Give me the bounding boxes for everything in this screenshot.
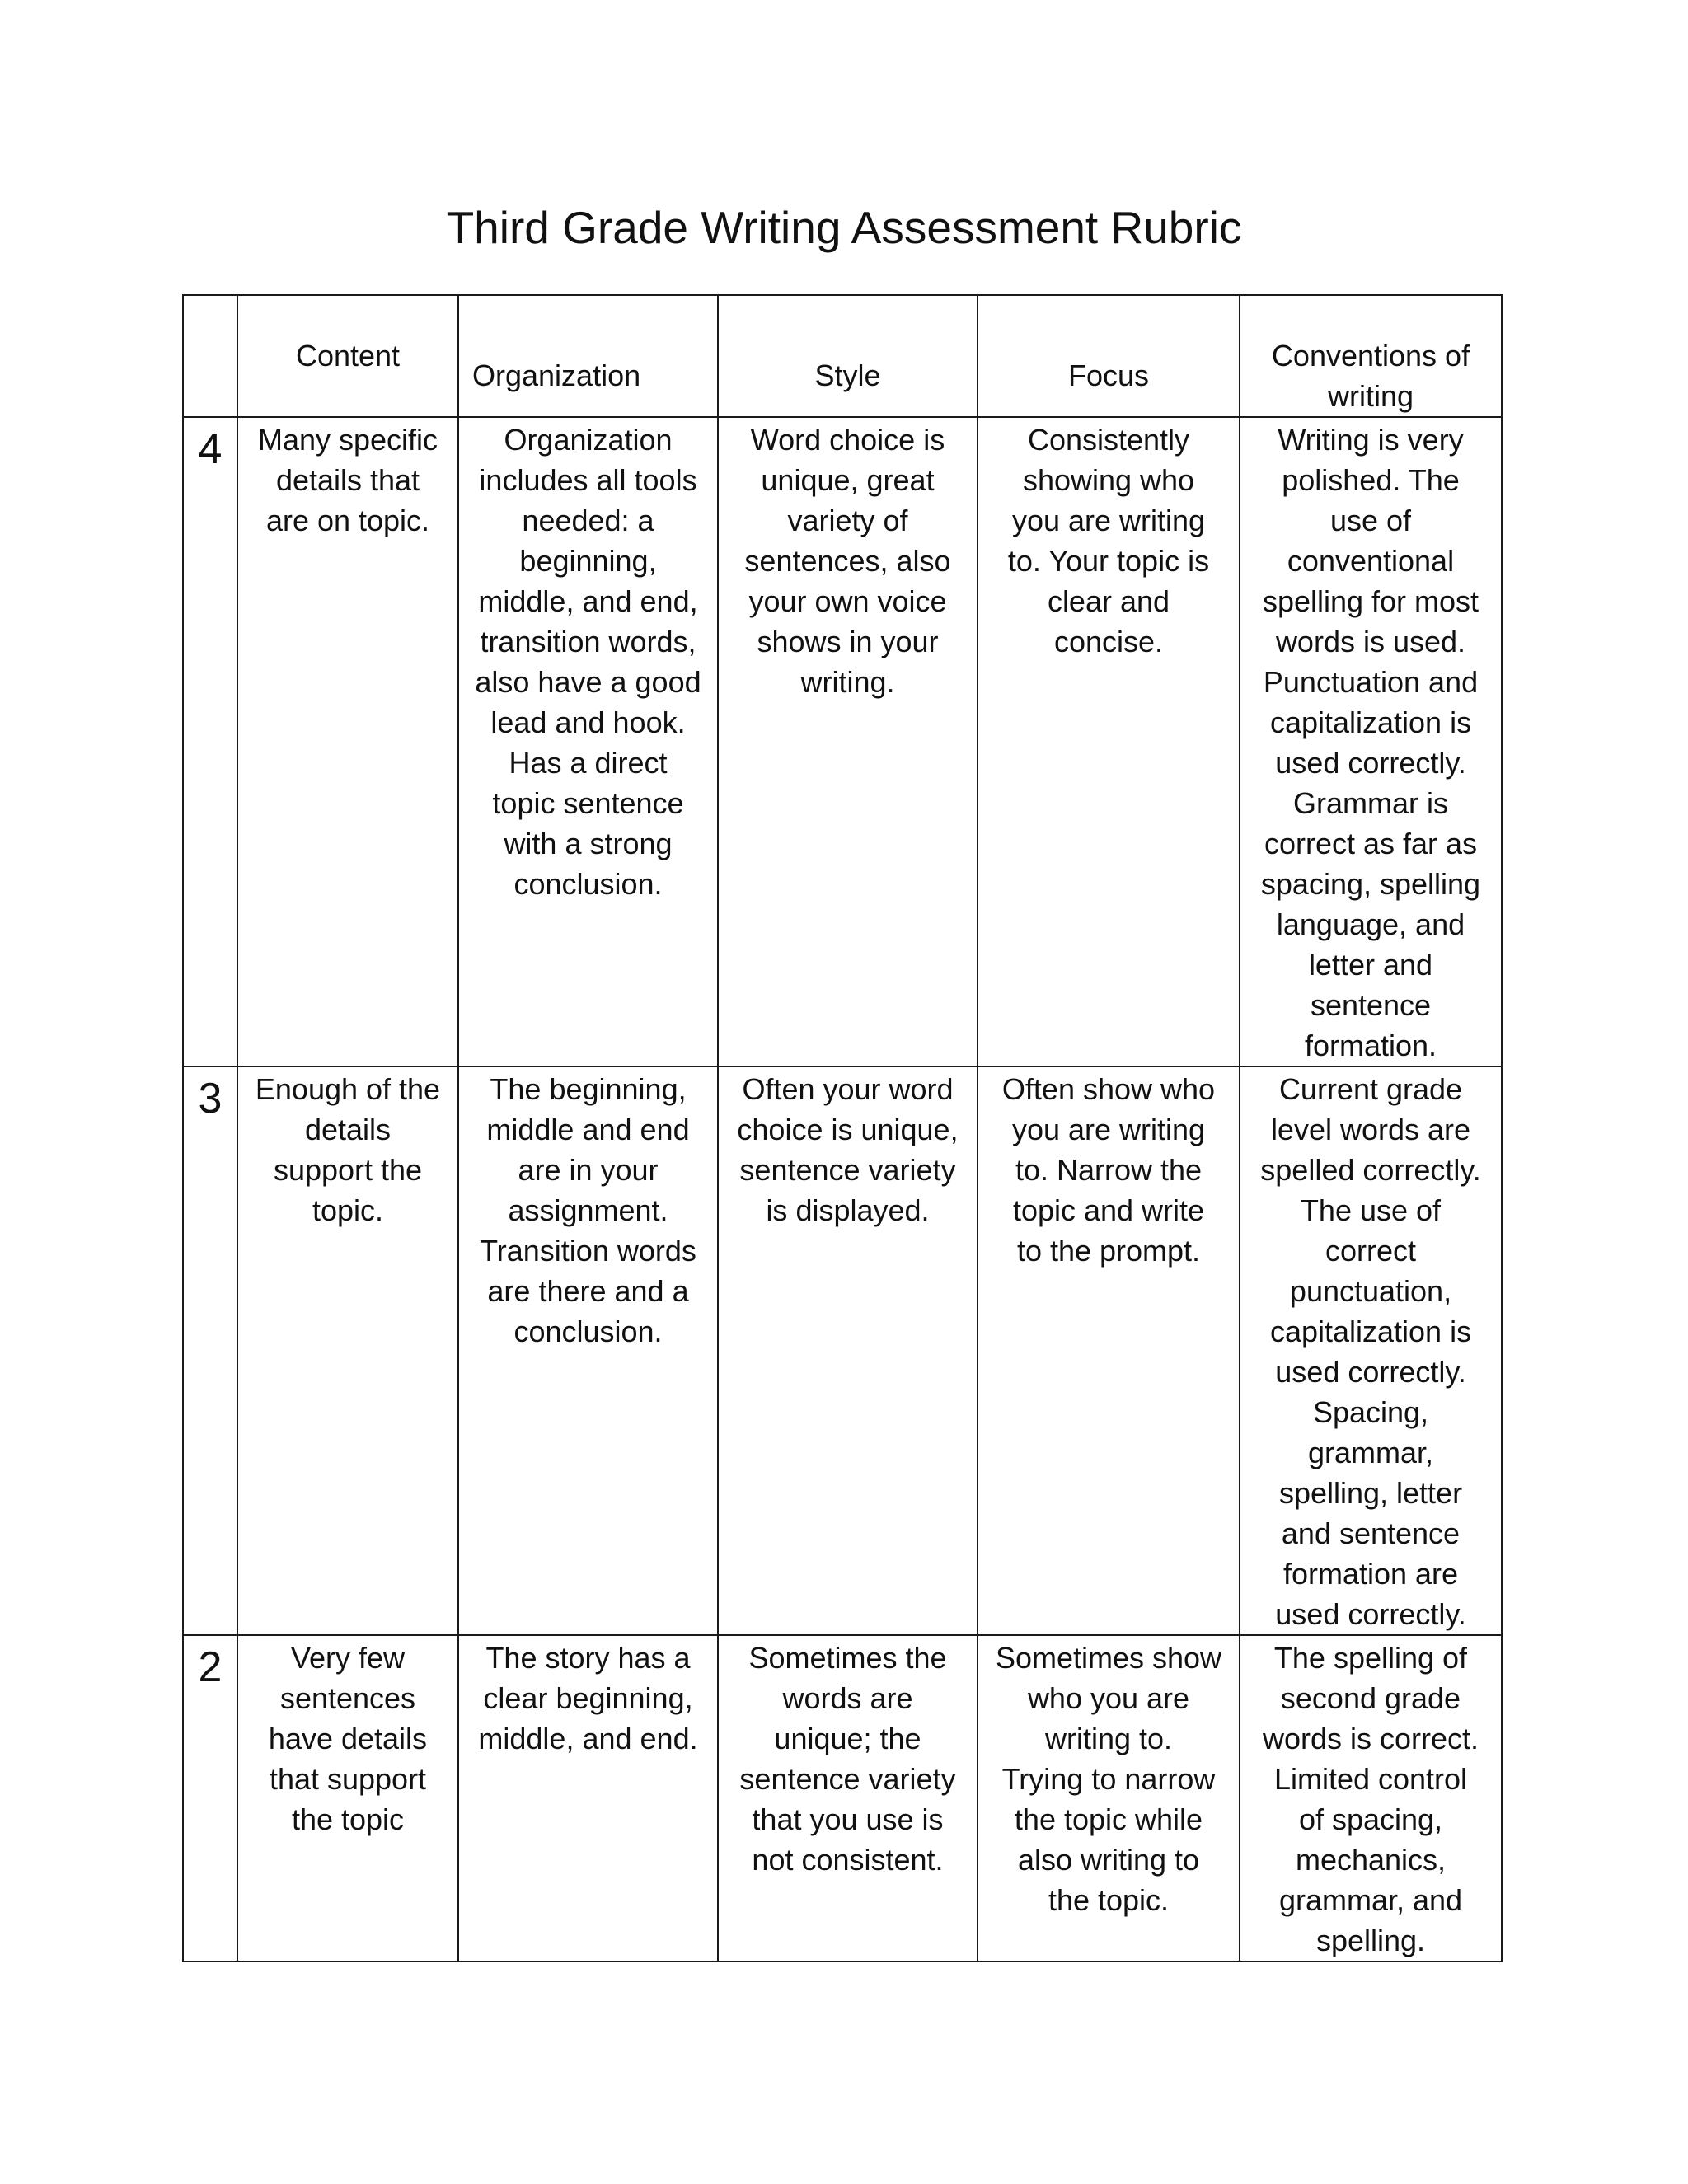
score-2: 2	[198, 1643, 223, 1691]
style-cell: Word choice is unique, great variety of sentences, also your own voice shows in your writing.	[718, 417, 978, 1066]
content-cell: Many specific details that are on topic.	[237, 417, 458, 1066]
header-style: Style	[718, 295, 978, 417]
table-row	[183, 1635, 1502, 1961]
table-row	[183, 417, 1502, 1066]
conventions-cell: The spelling of second grade words is correct. Limited control of spacing, mechanics, grammar, and spelling.	[1240, 1635, 1502, 1961]
content-cell: Enough of the details support the topic.	[237, 1066, 458, 1635]
header-focus: Focus	[978, 295, 1240, 417]
conventions-cell: Current grade level words are spelled correctly. The use of correct punctuation, capitalization is used correctly. Spacing, grammar, spelling, letter and sentence formation are used correctly.	[1240, 1066, 1502, 1635]
style-cell: Often your word choice is unique, sentence variety is displayed.	[718, 1066, 978, 1635]
score-cell	[183, 1635, 237, 1961]
page-title: Third Grade Writing Assessment Rubric	[446, 202, 1242, 253]
organization-cell: The story has a clear beginning, middle, and end.	[458, 1635, 718, 1961]
organization-cell: Organization includes all tools needed: a beginning, middle, and end, transition words, also have a good lead and hook. Has a direct topic sentence with a strong conclusion.	[458, 417, 718, 1066]
table-row	[183, 1066, 1502, 1635]
focus-cell: Often show who you are writing to. Narrow the topic and write to the prompt.	[978, 1066, 1240, 1635]
rubric-table	[182, 294, 1503, 1962]
conventions-cell: Writing is very polished. The use of conventional spelling for most words is used. Punctuation and capitalization is used correctly. Grammar is correct as far as spacing, spelling language, and letter and sentence formation.	[1240, 417, 1502, 1066]
header-row	[183, 295, 1502, 417]
content-cell: Very few sentences have details that support the topic	[237, 1635, 458, 1961]
header-score	[183, 295, 237, 417]
header-conventions: Conventions of writing	[1240, 295, 1502, 417]
score-4: 4	[198, 425, 223, 473]
focus-cell: Consistently showing who you are writing to. Your topic is clear and concise.	[978, 417, 1240, 1066]
score-cell	[183, 417, 237, 1066]
score-cell	[183, 1066, 237, 1635]
score-3: 3	[198, 1075, 223, 1122]
style-cell: Sometimes the words are unique; the sentence variety that you use is not consistent.	[718, 1635, 978, 1961]
header-organization: Organization	[458, 295, 718, 417]
header-content: Content	[237, 295, 458, 417]
focus-cell: Sometimes show who you are writing to. Trying to narrow the topic while also writing to the topic.	[978, 1635, 1240, 1961]
organization-cell: The beginning, middle and end are in your assignment. Transition words are there and a conclusion.	[458, 1066, 718, 1635]
